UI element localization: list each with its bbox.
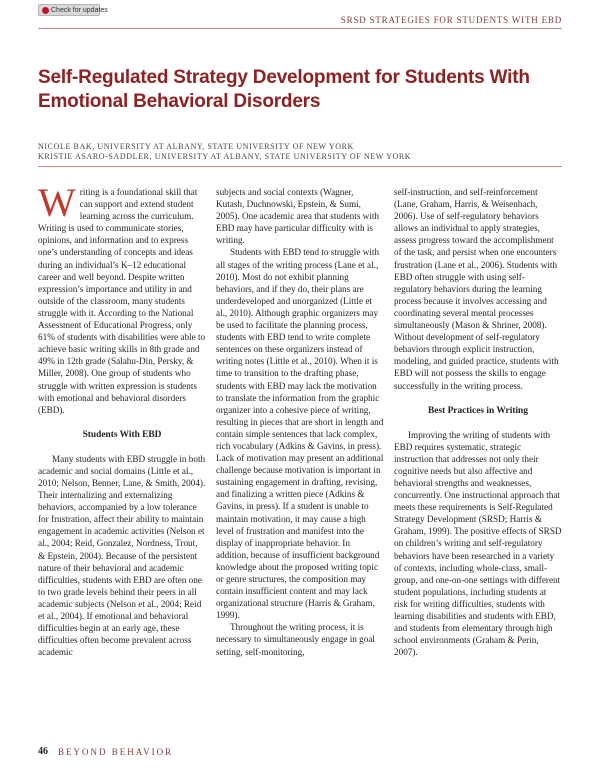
section-heading-best-practices: Best Practices in Writing: [428, 405, 528, 416]
paragraph: Improving the writing of students with EBD requires systematic, strategic instruction that addresses not only their cognitive needs but also affective and behavioral strengths and weaknesses, concurrently. One instructional approach that meets these requirements is Self-Regulated Strategy Development (SRSD; Harris & Graham, 1999). The positive effects of SRSD on children’s writing and self-regulatory behaviors have been researched in a variety of contexts, including whole-class, small-group, and one-on-one settings with different student populations, including students at risk for writing difficulties, students with learning disabilities and students with EBD, and students from elementary through high school environments (Graham & Perin, 2007).: [394, 429, 562, 658]
paragraph: Many students with EBD struggle in both academic and social domains (Little et al., 2010; Nelson, Benner, Lane, & Smith, 2004). Their internalizing and externalizing behaviors, accompanied by a low tolerance for frustration, affect their ability to maintain engagement in academic activities (Nelson et al., 2004; Reid, Gonzalez, Nordness, Trout, & Epstein, 2004). Because of the persistent nature of their behavioral and academic difficulties, students with EBD are often one to two grade levels behind their peers in all academic subjects (Nelson et al., 2004; Reid et al., 2004). If emotional and behavioral difficulties begin at an early age, these difficulties often become prevalent across academic: [38, 453, 206, 658]
paragraph: Students with EBD tend to struggle with all stages of the writing process (Lane et al., 2010). Most do not exhibit planning behaviors, and if they do, their plans are underdeveloped and unorganized (Little et al., 2010). Although graphic organizers may be used to facilitate the planning process, students with EBD tend to write complete sentences on these organizers instead of writing notes (Little et al., 2010). When it is time to transition to the drafting phase, students with EBD may lack the motivation to translate the information from the graphic organizer into a cohesive piece of writing, resulting in pieces that are short in length and contain simple sentences that lack complex, rich vocabulary (Adkins & Gavins, in press). Lack of motivation may present an additional challenge because motivation is important in sustaining engagement in drafting, revising, and finalizing a written piece (Adkins & Gavins, in press). If a student is unable to maintain motivation, it may cause a high level of frustration and manifest into the display of inappropriate behavior. In addition, because of insufficient background knowledge about the proposed writing topic or genre structures, the composition may contain insufficient content and may lack organizational structure (Harris & Graham, 1999).: [216, 247, 384, 621]
page-number: 46: [38, 746, 48, 757]
page-footer: [38, 746, 173, 757]
update-icon: [42, 7, 49, 14]
header-divider: [38, 28, 562, 29]
author-1: NICOLE BAK, UNIVERSITY AT ALBANY, STATE UNIVERSITY OF NEW YORK: [38, 142, 354, 151]
text-column-1: [38, 180, 206, 658]
drop-cap: W: [38, 180, 76, 225]
check-for-updates-badge[interactable]: [38, 4, 108, 16]
running-head: SRSD STRATEGIES FOR STUDENTS WITH EBD: [340, 15, 562, 25]
text-column-3: [394, 186, 562, 658]
paragraph: self-instruction, and self-reinforcement (Lane, Graham, Harris, & Weisenbach, 2006). Use of self-regulatory behaviors allows an individual to apply strategies, assess progress toward the accomplishment of the task, and persist when one encounters frustration (Lane et al., 2006). Students with EBD often struggle with using self-regulatory behaviors during the learning process because it involves accessing and coordinating several mental processes simultaneously (Mason & Shriner, 2008). Without development of self-regulatory behaviors through explicit instruction, modeling, and guided practice, students with EBD will not possess the skills to engage successfully in the writing process.: [394, 187, 559, 391]
badge-label: Check for updates: [51, 6, 108, 14]
magazine-name: BEYOND BEHAVIOR: [58, 747, 174, 757]
paragraph: Throughout the writing process, it is necessary to simultaneously engage in goal setting, self-monitoring,: [216, 622, 375, 657]
author-2: KRISTIE ASARO-SADDLER, UNIVERSITY AT ALBANY, STATE UNIVERSITY OF NEW YORK: [38, 152, 412, 161]
intro-text: riting is a foundational skill that can support and extend student learning across the curriculum. Writing is used to communicate stories, opinions, and information and to express one’s understanding of concepts and ideas during an individual’s K–12 educational career and well beyond. Despite written expression’s importance and utility in and outside of the classroom, many students struggle with it. According to the National Assessment of Educational Progress, only 61% of students with disabilities were able to achieve basic writing skills in 8th grade and 49% in 12th grade (Salahu-Din, Persky, & Miller, 2008). One group of students who struggle with written expression is students with emotional and behavioral disorders (EBD).: [38, 187, 206, 415]
section-heading-students-with-ebd: Students With EBD: [82, 429, 162, 440]
author-list: [38, 142, 578, 162]
paragraph: subjects and social contexts (Wagner, Kutash, Duchnowski, Epstein, & Sumi, 2005). One academic area that students with EBD may have particular difficulty with is writing.: [216, 187, 380, 246]
text-column-2: [216, 186, 384, 658]
article-title: Self-Regulated Strategy Development for Students With Emotional Behavioral Disorders: [38, 67, 530, 112]
intro-paragraph: [38, 180, 206, 416]
author-divider: [38, 166, 562, 167]
